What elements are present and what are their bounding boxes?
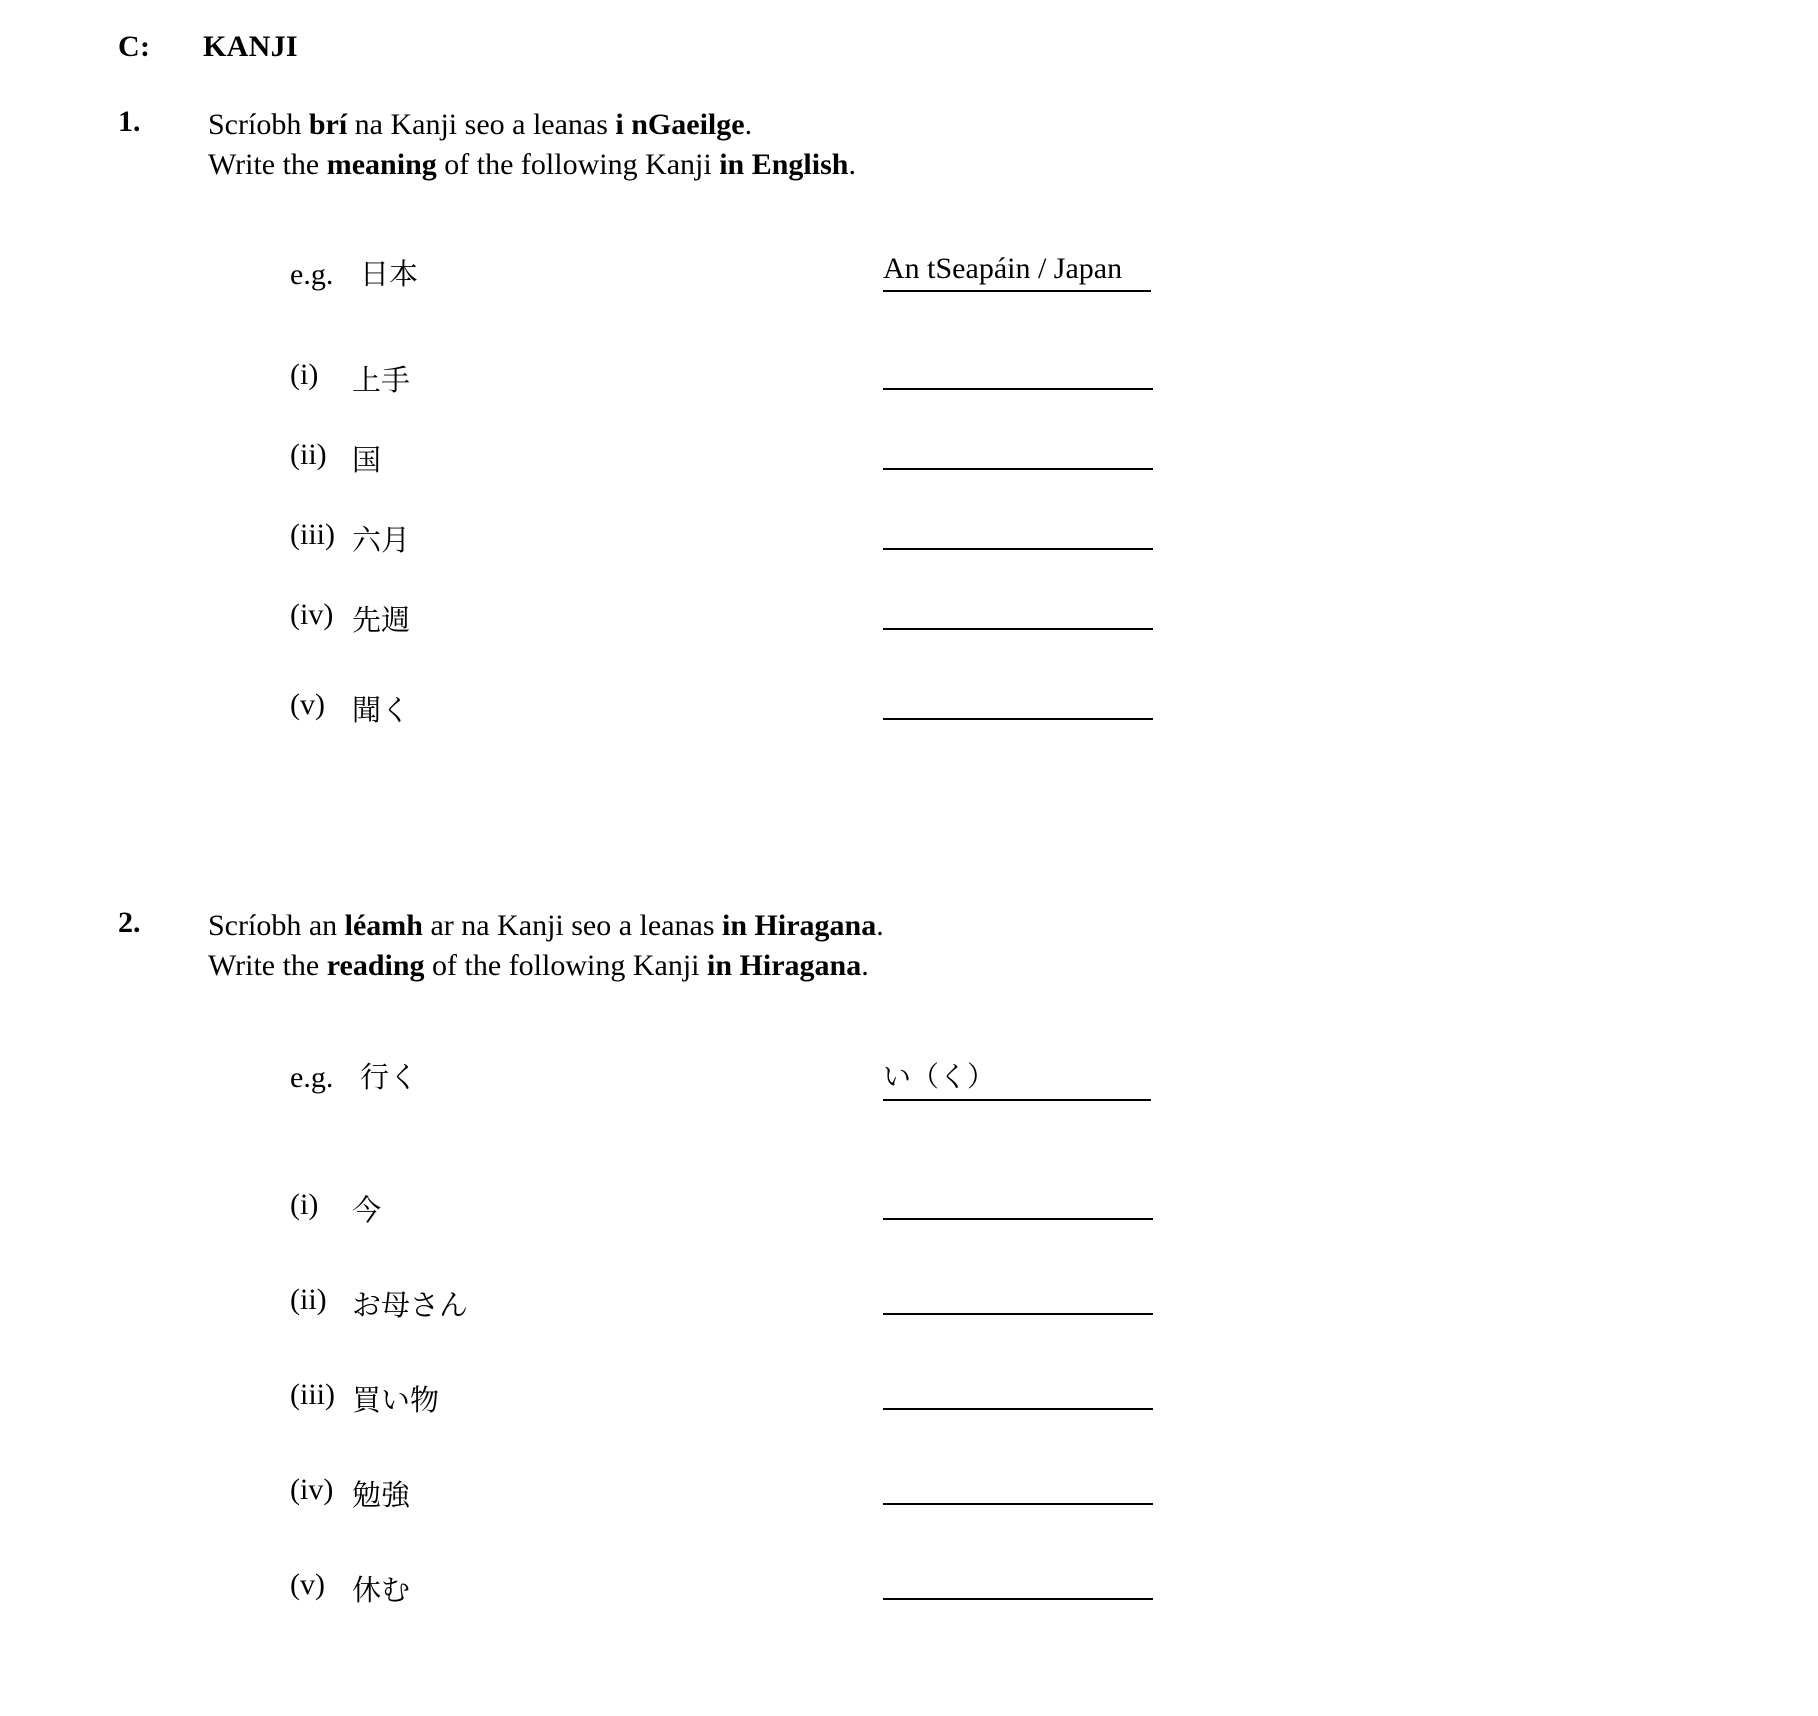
answer-blank-1-iii[interactable] xyxy=(883,548,1153,550)
item-marker: (ii) xyxy=(290,438,327,471)
item-kanji: 今 xyxy=(352,1193,382,1227)
example-kanji: 日本 xyxy=(360,257,419,291)
q1-irish-bold2: i nGaeilge xyxy=(615,108,745,141)
q2-irish-bold1: léamh xyxy=(344,909,423,942)
answer-blank-2-v[interactable] xyxy=(883,1598,1153,1600)
question-1-example-row xyxy=(290,252,1123,293)
answer-blank-2-iii[interactable] xyxy=(883,1408,1153,1410)
item-kanji: 国 xyxy=(352,443,382,477)
answer-blank-2-ii[interactable] xyxy=(883,1313,1153,1315)
answer-blank-2-i[interactable] xyxy=(883,1218,1153,1220)
question-1-item-ii xyxy=(290,438,381,482)
answer-blank-2-iv[interactable] xyxy=(883,1503,1153,1505)
q1-irish-mid: na Kanji seo a leanas xyxy=(347,108,616,141)
q1-english-end: . xyxy=(848,147,856,181)
q1-english-bold2: in English xyxy=(719,147,849,181)
example-label: e.g. xyxy=(290,258,334,291)
q2-english-pre: Write the xyxy=(208,948,327,982)
q2-english-bold2: in Hiragana xyxy=(707,948,862,982)
item-kanji: 休む xyxy=(352,1573,411,1607)
q2-irish-pre: Scríobh an xyxy=(208,909,345,942)
item-kanji: 聞く xyxy=(352,693,411,727)
answer-blank-1-iv[interactable] xyxy=(883,628,1153,630)
answer-blank-1-ii[interactable] xyxy=(883,468,1153,470)
question-1-item-v xyxy=(290,688,410,732)
question-2-prompt-english xyxy=(208,946,884,986)
section-heading xyxy=(118,30,298,64)
q1-irish-bold1: brí xyxy=(308,108,348,141)
question-2-item-ii xyxy=(290,1283,468,1327)
section-label: C: xyxy=(118,30,151,63)
question-2-item-iii xyxy=(290,1378,439,1422)
q1-english-bold1: meaning xyxy=(326,147,437,181)
section-title: KANJI xyxy=(203,30,298,63)
question-1-item-iv xyxy=(290,598,410,642)
q1-english-mid: of the following Kanji xyxy=(436,147,720,181)
example-kanji: 行く xyxy=(360,1060,419,1094)
example-label: e.g. xyxy=(290,1061,334,1094)
example-answer: い（く） xyxy=(883,1055,1151,1101)
question-2-item-i xyxy=(290,1188,381,1232)
question-2-prompt-irish xyxy=(208,906,884,946)
item-marker: (i) xyxy=(290,1188,319,1221)
item-marker: (iii) xyxy=(290,518,335,551)
question-1-prompt-irish xyxy=(208,105,856,145)
question-2-item-v xyxy=(290,1568,410,1612)
question-1-prompt xyxy=(208,105,856,185)
q1-english-pre: Write the xyxy=(208,147,327,181)
item-kanji: 上手 xyxy=(352,363,411,397)
question-1-item-iii xyxy=(290,518,410,562)
question-2-item-iv xyxy=(290,1473,410,1517)
item-marker: (iii) xyxy=(290,1378,335,1411)
question-2-number: 2. xyxy=(118,906,141,939)
q2-irish-end: . xyxy=(876,909,884,942)
item-kanji: 六月 xyxy=(352,523,411,557)
question-2-prompt xyxy=(208,906,884,986)
q2-irish-mid: ar na Kanji seo a leanas xyxy=(422,909,723,942)
item-kanji: 買い物 xyxy=(352,1383,440,1417)
example-answer: An tSeapáin / Japan xyxy=(883,252,1151,292)
item-marker: (v) xyxy=(290,688,325,721)
item-marker: (iv) xyxy=(290,1473,334,1506)
q2-english-mid: of the following Kanji xyxy=(424,948,707,982)
item-marker: (v) xyxy=(290,1568,325,1601)
item-kanji: 先週 xyxy=(352,603,411,637)
q1-irish-pre: Scríobh xyxy=(208,108,309,141)
item-kanji: お母さん xyxy=(352,1288,469,1322)
question-2-example-row xyxy=(290,1055,996,1096)
answer-blank-1-v[interactable] xyxy=(883,718,1153,720)
question-1-item-i xyxy=(290,358,410,402)
q2-irish-bold2: in Hiragana xyxy=(722,909,877,942)
item-marker: (i) xyxy=(290,358,319,391)
q1-irish-end: . xyxy=(744,108,753,141)
q2-english-end: . xyxy=(861,948,869,982)
question-1-number: 1. xyxy=(118,105,141,138)
item-marker: (ii) xyxy=(290,1283,327,1316)
q2-english-bold1: reading xyxy=(326,948,425,982)
answer-blank-1-i[interactable] xyxy=(883,388,1153,390)
item-marker: (iv) xyxy=(290,598,334,631)
question-1-prompt-english xyxy=(208,145,856,185)
item-kanji: 勉強 xyxy=(352,1478,411,1512)
